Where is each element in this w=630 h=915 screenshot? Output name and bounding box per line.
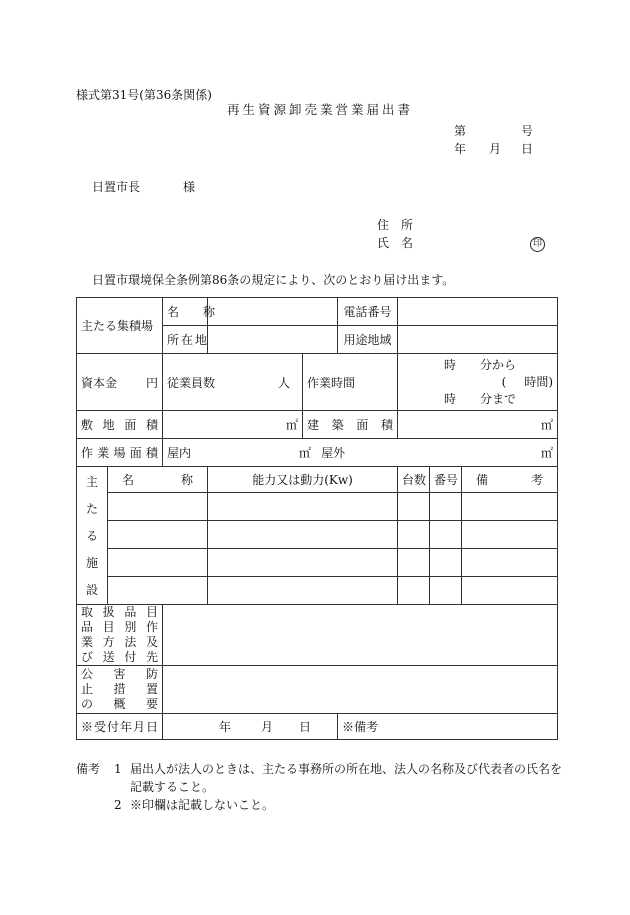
until-text: 分まで — [480, 391, 517, 406]
number-header: 番号 — [430, 467, 462, 493]
indoor-label: 屋内 — [167, 446, 192, 460]
received-day: 日 — [299, 720, 312, 734]
pollution-char: 害 — [113, 667, 126, 681]
seal-icon: 印 — [530, 237, 545, 252]
addressee: 日置市長 — [92, 180, 141, 194]
building-area-char: 築 — [331, 418, 344, 432]
zoning-value[interactable] — [398, 326, 558, 354]
note-2-text: ※印欄は記載しないこと。 — [130, 798, 275, 812]
pollution-char: 公 — [81, 667, 94, 681]
facility-capacity-cell[interactable] — [208, 521, 398, 549]
collection-site-label: 主たる集積場 — [77, 298, 163, 354]
items-char: 別 — [124, 620, 137, 634]
facilities-char: た — [85, 502, 98, 517]
location-text: 所在地 — [167, 333, 210, 347]
facility-capacity-cell[interactable] — [208, 493, 398, 521]
facility-remarks-cell[interactable] — [462, 577, 558, 605]
pollution-label — [77, 666, 163, 714]
name-label-cell — [163, 298, 216, 326]
facility-count-cell[interactable] — [398, 577, 430, 605]
statement: 日置市環境保全条例第86条の規定により、次のとおり届け出ます。 — [92, 273, 455, 287]
fac-name-char: 称 — [181, 473, 194, 487]
remarks-char: 備 — [476, 473, 489, 487]
address-label: 住 所 — [377, 218, 414, 232]
work-hours-label: 作業時間 — [303, 354, 398, 411]
items-char: 法 — [124, 635, 137, 649]
building-area-char: 面 — [356, 418, 369, 432]
facility-name-cell[interactable] — [108, 493, 208, 521]
facility-remarks-cell[interactable] — [462, 521, 558, 549]
facilities-char: 施 — [85, 555, 98, 570]
workspace-area-char: 業 — [97, 446, 110, 460]
workspace-area-label — [77, 439, 163, 467]
honorific: 様 — [183, 180, 196, 194]
items-char: 方 — [102, 635, 115, 649]
building-area-char: 建 — [307, 418, 320, 432]
capital-label: 資本金 — [81, 375, 118, 390]
building-area-label — [303, 411, 398, 439]
facility-count-cell[interactable] — [398, 521, 430, 549]
facility-row — [77, 521, 558, 549]
phone-label: 電話番号 — [338, 298, 398, 326]
facility-remarks-cell[interactable] — [462, 549, 558, 577]
location-label — [163, 326, 208, 354]
work-start — [402, 357, 553, 374]
received-date-value[interactable] — [163, 714, 338, 740]
pollution-char: 置 — [146, 682, 159, 696]
work-hours-value[interactable] — [398, 354, 558, 411]
workspace-area-char: 積 — [146, 446, 159, 460]
note-number: 1 — [114, 762, 122, 776]
note-number: 2 — [114, 798, 122, 812]
items-char: 目 — [102, 620, 115, 634]
start-hour-unit: 時 — [444, 357, 457, 372]
facilities-label — [77, 467, 108, 605]
received-date-label: ※受付年月日 — [77, 714, 163, 740]
sqm-unit: ㎡ — [299, 446, 312, 460]
facility-number-cell[interactable] — [430, 577, 462, 605]
workspace-area-value[interactable] — [163, 439, 558, 467]
items-char: 品 — [81, 620, 94, 634]
seal-mark — [530, 236, 545, 252]
date-month: 月 — [489, 142, 502, 156]
end-hour-unit: 時 — [444, 391, 457, 406]
facilities-char: る — [85, 528, 98, 543]
name-value[interactable] — [208, 298, 338, 326]
facilities-char: 主 — [85, 475, 98, 490]
items-char: 付 — [124, 650, 137, 664]
phone-value[interactable] — [398, 298, 558, 326]
items-char: 取 — [81, 605, 94, 619]
note-1-continued: 記載すること。 — [130, 780, 215, 794]
items-char: 先 — [145, 650, 158, 664]
capacity-header: 能力又は動力(Kw) — [208, 467, 398, 493]
workspace-area-char: 場 — [113, 446, 126, 460]
site-area-char: 面 — [124, 418, 137, 432]
building-area-value[interactable] — [398, 411, 558, 439]
name-label: 氏 名 — [377, 236, 414, 250]
facility-count-cell[interactable] — [398, 493, 430, 521]
pollution-char: 要 — [146, 697, 159, 711]
pollution-char: の — [81, 697, 94, 711]
items-handled-value[interactable] — [163, 605, 558, 666]
form-table — [76, 297, 558, 740]
work-end — [402, 391, 553, 408]
pollution-char: 止 — [81, 682, 94, 696]
employees-label: 従業員数 — [167, 375, 216, 390]
total-hours-text: 時間) — [524, 374, 554, 389]
facility-row — [77, 577, 558, 605]
note-1-text: 届出人が法人のときは、主たる事務所の所在地、法人の名称及び代表者の氏名を — [130, 762, 563, 776]
site-area-char: 敷 — [81, 418, 94, 432]
facilities-char: 設 — [85, 582, 98, 597]
facility-number-cell[interactable] — [430, 549, 462, 577]
fac-name-header — [108, 467, 208, 493]
number-suffix: 号 — [521, 124, 534, 138]
outdoor-label: 屋外 — [321, 446, 346, 460]
facility-capacity-cell[interactable] — [208, 577, 398, 605]
facility-count-cell[interactable] — [398, 549, 430, 577]
site-area-label — [77, 411, 163, 439]
remarks-star-cell[interactable] — [338, 714, 558, 740]
items-char: 及 — [145, 635, 158, 649]
site-area-char: 積 — [145, 418, 158, 432]
fac-name-char: 名 — [122, 473, 135, 487]
workspace-area-char: 作 — [81, 446, 94, 460]
count-header: 台数 — [398, 467, 430, 493]
site-area-char: 地 — [102, 418, 115, 432]
notes-label: 備考 — [76, 762, 101, 776]
pollution-char: 防 — [146, 667, 159, 681]
location-value[interactable] — [208, 326, 338, 354]
received-year: 年 — [219, 720, 232, 734]
remarks-header — [462, 467, 558, 493]
employees-cell[interactable] — [163, 354, 303, 411]
items-char: 扱 — [102, 605, 115, 619]
pollution-value[interactable] — [163, 666, 558, 714]
facility-number-cell[interactable] — [430, 521, 462, 549]
items-char: 品 — [124, 605, 137, 619]
facility-row — [77, 549, 558, 577]
remarks-char: 考 — [531, 473, 544, 487]
form-number: 様式第31号(第36条関係) — [76, 88, 212, 102]
date-year: 年 — [454, 142, 467, 156]
name-text: 名 称 — [167, 305, 216, 319]
capital-cell[interactable] — [77, 354, 163, 411]
facility-row — [77, 493, 558, 521]
zoning-label: 用途地域 — [338, 326, 398, 354]
facility-name-cell[interactable] — [108, 521, 208, 549]
site-area-value[interactable] — [163, 411, 303, 439]
facility-capacity-cell[interactable] — [208, 549, 398, 577]
items-char: 作 — [145, 620, 158, 634]
items-char: 送 — [102, 650, 115, 664]
facility-name-cell[interactable] — [108, 577, 208, 605]
notes-section — [76, 760, 562, 814]
paren-open: ( — [501, 374, 507, 389]
yen-unit: 円 — [146, 375, 159, 390]
date-day: 日 — [521, 142, 534, 156]
pollution-char: 概 — [113, 697, 126, 711]
facility-name-cell[interactable] — [108, 549, 208, 577]
sqm-unit: ㎡ — [286, 418, 299, 432]
persons-unit: 人 — [278, 375, 291, 390]
remarks-star-label: ※備考 — [342, 720, 379, 734]
items-char: 業 — [81, 635, 94, 649]
items-char: び — [81, 650, 94, 664]
building-area-char: 積 — [381, 418, 394, 432]
sqm-unit: ㎡ — [541, 418, 554, 432]
items-char: 目 — [145, 605, 158, 619]
items-handled-label — [77, 605, 163, 666]
from-text: 分から — [480, 357, 517, 372]
sqm-unit: ㎡ — [541, 446, 554, 460]
document-title: 再生資源卸売業営業届出書 — [227, 102, 414, 117]
workspace-area-char: 面 — [129, 446, 142, 460]
received-month: 月 — [261, 720, 274, 734]
number-prefix: 第 — [454, 124, 467, 138]
facility-number-cell[interactable] — [430, 493, 462, 521]
pollution-char: 措 — [113, 682, 126, 696]
facility-remarks-cell[interactable] — [462, 493, 558, 521]
total-hours — [402, 374, 553, 391]
